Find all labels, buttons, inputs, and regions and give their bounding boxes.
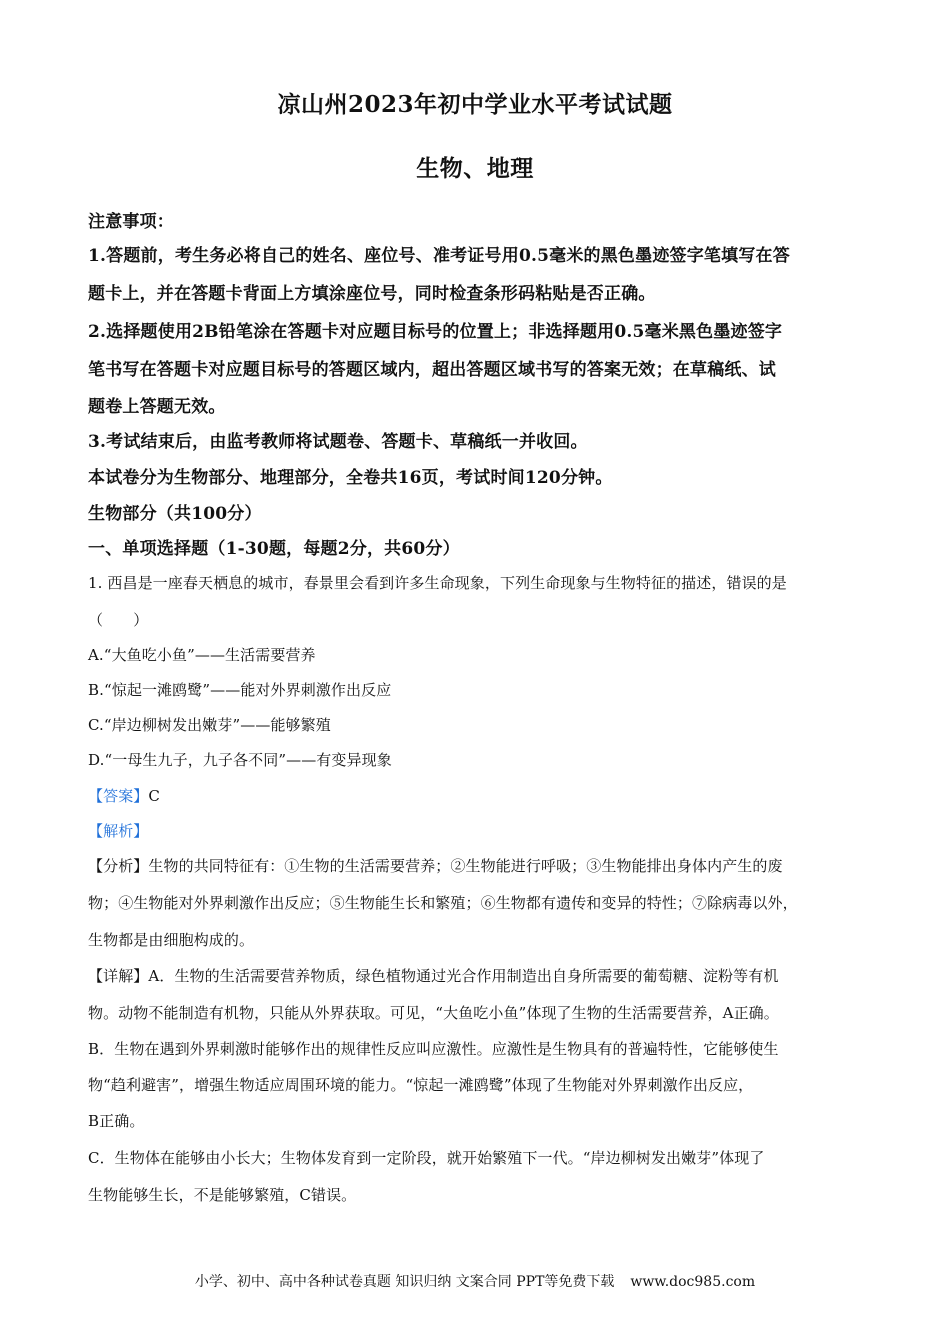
detail-line: 生物能够生长，不是能够繁殖，C错误。 xyxy=(88,1186,357,1204)
notice-line: 2.选择题使用2B铅笔涂在答题卡对应题目标号的位置上；非选择题用0.5毫米黑色墨迹签字 xyxy=(88,322,783,342)
footer-url[interactable]: www.doc985.com xyxy=(630,1274,756,1290)
detail-line: B．生物在遇到外界刺激时能够作出的规律性反应叫应激性。应激性是生物具有的普遍特性，它能够使生 xyxy=(88,1040,779,1058)
paper-info: 本试卷分为生物部分、地理部分，全卷共16页，考试时间120分钟。 xyxy=(88,468,613,488)
part-heading: 一、单项选择题（1-30题，每题2分，共60分） xyxy=(88,539,460,559)
notice-heading: 注意事项： xyxy=(88,212,174,232)
notice-line: 3.考试结束后，由监考教师将试题卷、答题卡、草稿纸一并收回。 xyxy=(88,432,588,452)
analysis-tag: 【解析】 xyxy=(88,822,149,840)
option-c: C.“岸边柳树发出嫩芽”——能够繁殖 xyxy=(88,716,331,734)
detail-line: 物。动物不能制造有机物，只能从外界获取。可见，“大鱼吃小鱼”体现了生物的生活需要营养，A正确。 xyxy=(88,1004,779,1022)
page-footer xyxy=(0,1271,950,1291)
option-a: A.“大鱼吃小鱼”——生活需要营养 xyxy=(88,646,316,664)
question-stem-blank: （ ） xyxy=(88,611,149,629)
explanation-line: 生物都是由细胞构成的。 xyxy=(88,931,255,949)
answer-line xyxy=(88,785,868,806)
detail-label: 【详解】 xyxy=(88,967,149,985)
detail-line xyxy=(88,965,868,986)
analysis-label: 【分析】 xyxy=(88,857,149,875)
answer-value: C xyxy=(148,787,160,805)
notice-line: 题卷上答题无效。 xyxy=(88,397,226,417)
page-subtitle: 生物、地理 xyxy=(416,155,534,182)
notice-line: 题卡上，并在答题卡背面上方填涂座位号，同时检查条形码粘贴是否正确。 xyxy=(88,284,656,304)
answer-tag: 【答案】 xyxy=(88,787,149,805)
section-heading: 生物部分（共100分） xyxy=(88,504,262,524)
footer-text: 小学、初中、高中各种试卷真题 知识归纳 文案合同 PPT等免费下载 xyxy=(194,1274,615,1290)
option-b: B.“惊起一滩鸥鹭”——能对外界刺激作出反应 xyxy=(88,681,392,699)
notice-line: 笔书写在答题卡对应题目标号的答题区域内，超出答题区域书写的答案无效；在草稿纸、试 xyxy=(88,360,776,380)
analysis-line xyxy=(88,820,868,841)
detail-line: 物“趋利避害”，增强生物适应周围环境的能力。“惊起一滩鸥鹭”体现了生物能对外界刺激作出反应， xyxy=(88,1076,754,1094)
explanation-line: 物；④生物能对外界刺激作出反应；⑤生物能生长和繁殖；⑥生物都有遗传和变异的特性；⑦除病毒以外， xyxy=(88,894,798,912)
detail-line: C．生物体在能够由小长大；生物体发育到一定阶段，就开始繁殖下一代。“岸边柳树发出嫩芽”体现了 xyxy=(88,1149,765,1167)
page-title: 凉山州2023年初中学业水平考试试题 xyxy=(277,91,673,118)
detail-line: B正确。 xyxy=(88,1112,145,1130)
option-d: D.“一母生九子，九子各不同”——有变异现象 xyxy=(88,751,392,769)
question-stem: 1. 西昌是一座春天栖息的城市，春景里会看到许多生命现象，下列生命现象与生物特征的描述，错误的是 xyxy=(88,574,787,592)
notice-line: 1.答题前，考生务必将自己的姓名、座位号、准考证号用0.5毫米的黑色墨迹签字笔填写在答 xyxy=(88,246,790,266)
detail-text: A．生物的生活需要营养物质，绿色植物通过光合作用制造出自身所需要的葡萄糖、淀粉等有机 xyxy=(148,967,779,985)
explanation-line xyxy=(88,855,868,876)
analysis-text: 生物的共同特征有：①生物的生活需要营养；②生物能进行呼吸；③生物能排出身体内产生的废 xyxy=(148,857,783,875)
